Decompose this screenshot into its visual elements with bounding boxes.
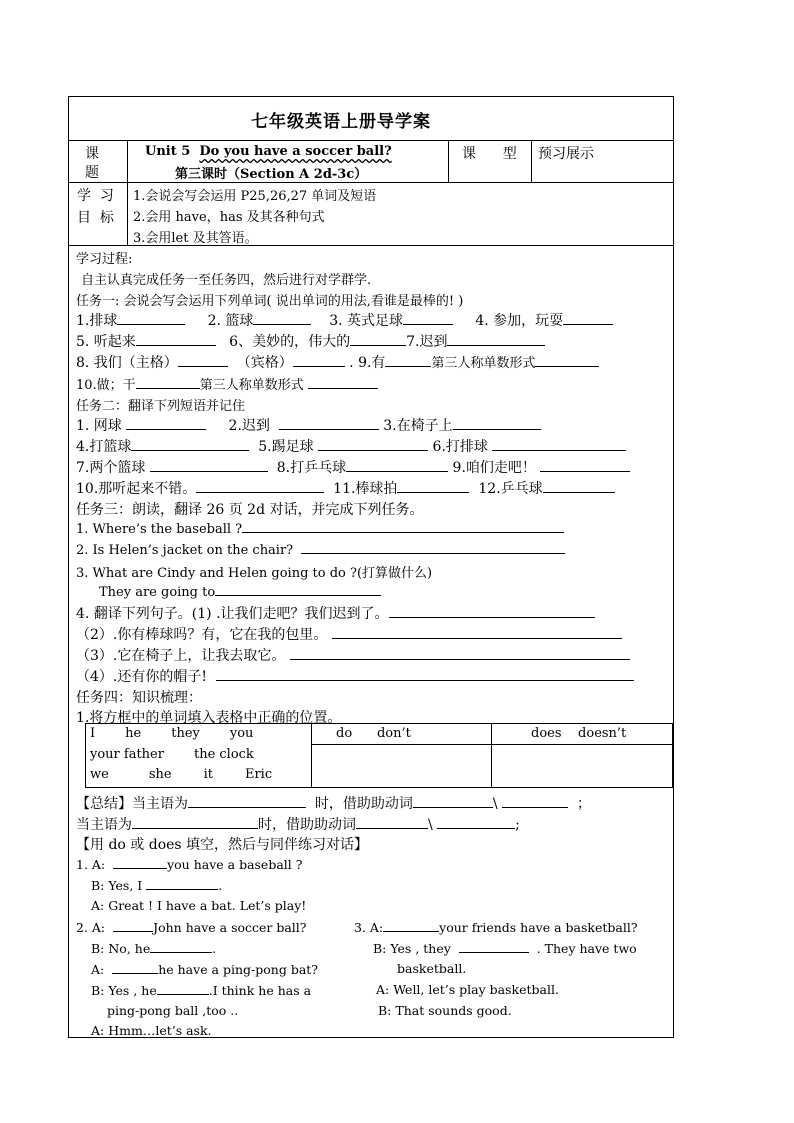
task1-row: 10.做；干 第三人称单数形式 [76,374,378,393]
task4-title: 任务四：知识梳理： [76,690,202,706]
task1-row: 8. 我们（主格） （宾格） . 9.有 第三人称单数形式 [76,352,599,372]
divider [127,140,128,245]
do-column-header: do don’t [336,726,411,741]
dialog-line: ping-pong ball ,too .. [107,1003,239,1018]
task2-row: 10.那听起来不错。 11.棒球拍 12.乒乓球 [76,478,615,498]
dialog-line: B: Yes , they . They have two [373,941,637,956]
dialog-line: 2. A: John have a soccer ball? [76,920,307,935]
lesson-line: 第三课时（Section A 2d-3c） [175,167,368,182]
dialog-line: A: he have a ping-pong bat? [91,962,318,977]
task2-row: 4.打篮球 5.踢足球 6.打排球 [76,436,626,456]
divider [69,182,673,183]
word-box-row: we she it Eric [90,767,273,782]
divider [69,140,673,141]
type-label: 课 型 [462,146,517,162]
dialog-line: B: Yes, I . [91,878,223,893]
dialog-line: A: Great ! I have a bat. Let’s play! [91,898,307,913]
page-title: 七年级英语上册导学案 [251,112,431,132]
dialog-line: A: Well, let’s play basketball. [376,982,559,997]
goals-label-2: 目 标 [77,210,114,226]
goal-item: 1.会说会写会运用 P25,26,27 单词及短语 [133,189,377,204]
task3-title: 任务三：朗读，翻译 26 页 2d 对话，并完成下列任务。 [76,502,424,518]
unit-title [145,144,392,159]
dialog-line: B: No, he . [91,941,217,956]
task3-question: （3）.它在椅子上，让我去取它。 [76,645,630,665]
process-intro: 自主认真完成任务一至任务四，然后进行对学群学. [81,273,372,288]
process-heading: 学习过程: [76,252,133,267]
task3-question: 4. 翻译下列句子。(1) .让我们走吧？我们迟到了。 [76,603,595,623]
does-column-header: does doesn’t [531,726,627,741]
goal-item: 2.会用 have，has 及其各种句式 [133,210,325,225]
unit-question: Do you have a soccer ball? [199,144,392,159]
dialog-line: 3. A: your friends have a basketball? [354,920,638,935]
word-sort-table [85,723,673,788]
type-value: 预习展示 [538,146,594,162]
ti-label: 题 [85,165,99,181]
dialog-line: A: Hmm…let’s ask. [91,1023,212,1038]
goal-item: 3.会用let 及其答语。 [133,231,258,246]
task3-question: They are going to [99,583,381,600]
task1-title: 任务一: 会说会写会运用下列单词( 说出单词的用法,看谁是最棒的! ) [76,294,464,309]
task3-question: 2. Is Helen’s jacket on the chair? [76,541,565,558]
dialog-line: B: Yes , he .I think he has a [91,983,312,998]
task1-row: 1.排球 2. 篮球 3. 英式足球 4. 参加，玩耍 [76,310,613,330]
goals-label-1: 学 习 [77,188,114,204]
summary-line: 【总结】当主语为 时，借助助动词 \ ； [76,796,591,812]
task2-title: 任务二：翻译下列短语并记住 [76,399,246,414]
divider [448,140,449,182]
task2-row: 7.两个篮球 8.打乒乓球 9.咱们走吧！ [76,457,630,477]
worksheet [68,96,674,1038]
dialog-line: 1. A: you have a baseball ? [76,857,303,872]
task3-question: 1. Where’s the baseball ? [76,520,564,537]
task3-question: （2）.你有棒球吗？有，它在我的包里。 [76,624,622,644]
task4-sub: 1.将方框中的单词填入表格中正确的位置。 [76,710,342,726]
task3-question: 3. What are Cindy and Helen going to do ?(打算做什么) [76,566,433,581]
ke-label: 课 [85,146,99,162]
divider [531,140,532,182]
task1-row: 5. 听起来 6、美妙的，伟大的 7.迟到 [76,331,545,351]
practice-title: 【用 do 或 does 填空，然后与同伴练习对话】 [76,837,369,853]
summary-line: 当主语为 时，借助助动词 \ ; [76,817,520,833]
unit-prefix: Unit 5 [145,144,191,159]
task3-question: （4）.还有你的帽子! [76,666,634,686]
dialog-line: B: That sounds good. [378,1003,512,1018]
word-box-row: your father the clock [90,747,254,762]
task2-row: 1. 网球 2.迟到 3.在椅子上 [76,415,541,435]
word-box-row: I he they you [90,726,254,741]
dialog-line: basketball. [397,961,467,976]
